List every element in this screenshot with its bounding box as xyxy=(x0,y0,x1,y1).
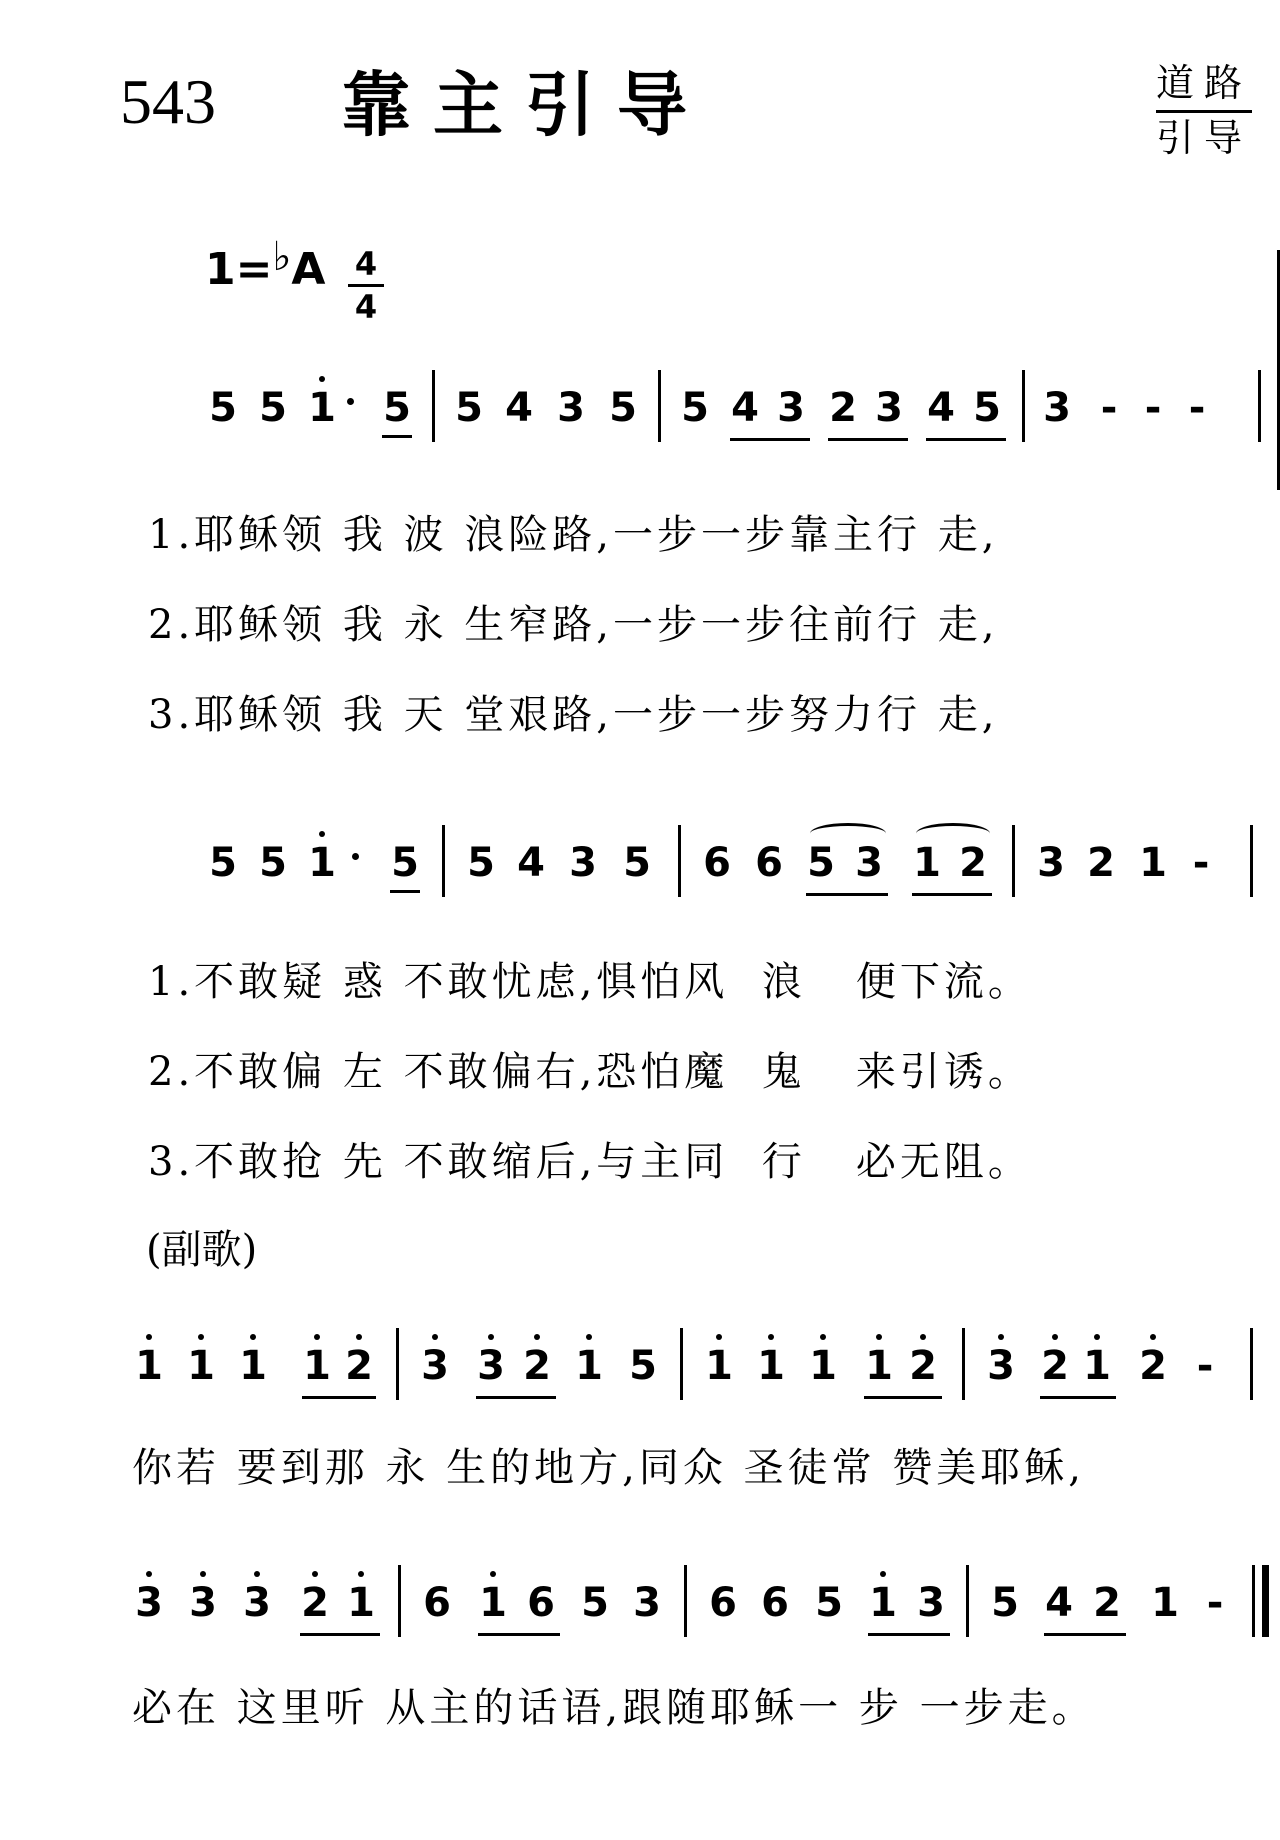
dash: - xyxy=(1188,385,1206,431)
underline xyxy=(868,1633,950,1636)
note: 3 xyxy=(186,1583,220,1623)
bar-line xyxy=(398,1565,401,1637)
note: 5 xyxy=(609,385,637,431)
note: 6 xyxy=(709,1580,737,1626)
note: 1 xyxy=(476,1583,510,1623)
music-row-chorus-2 xyxy=(0,1555,1280,1645)
music-row-verse-1 xyxy=(0,360,1280,450)
note: 1 xyxy=(806,1346,840,1386)
note: 5 xyxy=(991,1580,1019,1626)
dash: - xyxy=(1206,1580,1224,1626)
note: 1 xyxy=(344,1583,378,1623)
flat-sign: ♭ xyxy=(272,234,292,280)
note: 3 xyxy=(569,840,597,886)
dash: - xyxy=(1144,385,1162,431)
note: 4 xyxy=(731,385,759,431)
bar-line xyxy=(680,1328,683,1400)
underline xyxy=(730,438,810,441)
note: 5 xyxy=(455,385,483,431)
note: 5 xyxy=(973,385,1001,431)
note: 6 xyxy=(755,840,783,886)
note: 2 xyxy=(1093,1580,1121,1626)
final-bar-thin xyxy=(1252,1565,1255,1637)
key-signature xyxy=(205,234,326,295)
time-bottom: 4 xyxy=(354,288,378,326)
note: 1 xyxy=(1080,1346,1114,1386)
note: 1 xyxy=(1139,840,1167,886)
bar-line xyxy=(678,825,681,897)
note: 3 xyxy=(855,840,883,886)
underline xyxy=(300,1633,380,1636)
note: 5 xyxy=(209,385,237,431)
note: 3 xyxy=(875,385,903,431)
slur-arc xyxy=(810,823,886,844)
underline xyxy=(806,893,888,896)
category-divider xyxy=(1156,110,1252,113)
note: 5 xyxy=(807,840,835,886)
key-prefix: 1= xyxy=(205,244,273,295)
note: 2 xyxy=(342,1346,376,1386)
bar-line xyxy=(962,1328,965,1400)
underline xyxy=(864,1396,942,1399)
bar-line xyxy=(442,825,445,897)
lyric-line: 1.耶稣领 我 波 浪险路,一步一步靠主行 走, xyxy=(148,512,999,558)
note: 3 xyxy=(1037,840,1065,886)
underline xyxy=(1044,1633,1126,1636)
dash: - xyxy=(1100,385,1118,431)
bar-line xyxy=(1022,370,1025,442)
note: 1 xyxy=(305,843,339,883)
underline xyxy=(828,438,908,441)
note: 1 xyxy=(572,1346,606,1386)
note: 6 xyxy=(703,840,731,886)
final-bar-thick xyxy=(1262,1565,1269,1637)
note: 4 xyxy=(1045,1580,1073,1626)
category-label xyxy=(1156,62,1252,160)
note: 4 xyxy=(517,840,545,886)
note: 1 xyxy=(702,1346,736,1386)
note: 1 xyxy=(305,388,339,428)
note: 5 xyxy=(259,840,287,886)
note: 5 xyxy=(388,843,422,883)
bar-line xyxy=(658,370,661,442)
note: 3 xyxy=(1043,385,1071,431)
time-signature xyxy=(348,245,384,326)
note: 1 xyxy=(300,1346,334,1386)
hymn-number: 543 xyxy=(120,66,216,137)
chorus-label: (副歌) xyxy=(146,1227,258,1273)
note: 2 xyxy=(1087,840,1115,886)
note: 5 xyxy=(681,385,709,431)
music-row-chorus-1 xyxy=(0,1318,1280,1408)
bar-line xyxy=(1012,825,1015,897)
note: 1 xyxy=(1151,1580,1179,1626)
note: 3 xyxy=(777,385,805,431)
bar-line xyxy=(966,1565,969,1637)
note: 5 xyxy=(623,840,651,886)
note: 2 xyxy=(829,385,857,431)
note: 2 xyxy=(1038,1346,1072,1386)
note: 5 xyxy=(629,1343,657,1389)
bar-line xyxy=(1258,370,1261,442)
dash: - xyxy=(1192,840,1210,886)
slur-arc xyxy=(916,823,990,844)
time-bar xyxy=(348,284,384,287)
underline xyxy=(478,1633,560,1636)
note: 2 xyxy=(959,840,987,886)
bar-line xyxy=(1250,1328,1253,1400)
note: 5 xyxy=(581,1580,609,1626)
note: 1 xyxy=(866,1583,900,1623)
chorus-lyric-line: 必在 这里听 从主的话语,跟随耶稣一 步 一步走。 xyxy=(132,1685,1096,1731)
time-top: 4 xyxy=(354,245,378,283)
note: 3 xyxy=(917,1580,945,1626)
note: 2 xyxy=(520,1346,554,1386)
augmentation-dot xyxy=(345,398,355,406)
note: 5 xyxy=(259,385,287,431)
note: 1 xyxy=(754,1346,788,1386)
note: 3 xyxy=(474,1346,508,1386)
bar-line xyxy=(432,370,435,442)
note: 3 xyxy=(132,1583,166,1623)
note: 3 xyxy=(557,385,585,431)
note: 1 xyxy=(184,1346,218,1386)
note: 6 xyxy=(527,1580,555,1626)
hymn-title: 靠主引导 xyxy=(341,64,709,146)
chorus-lyric-line: 你若 要到那 永 生的地方,同众 圣徒常 赞美耶稣, xyxy=(132,1445,1086,1491)
bar-line xyxy=(1250,825,1253,897)
lyric-line: 2.耶稣领 我 永 生窄路,一步一步往前行 走, xyxy=(148,602,999,648)
underline xyxy=(302,1396,376,1399)
note: 3 xyxy=(984,1346,1018,1386)
note: 3 xyxy=(633,1580,661,1626)
note: 3 xyxy=(418,1346,452,1386)
dash: - xyxy=(1196,1343,1214,1389)
note: 5 xyxy=(467,840,495,886)
category-top: 道路 xyxy=(1155,61,1252,105)
key-letter: A xyxy=(291,244,326,295)
note: 2 xyxy=(298,1583,332,1623)
note: 4 xyxy=(505,385,533,431)
music-row-verse-2 xyxy=(0,815,1280,905)
note: 6 xyxy=(761,1580,789,1626)
underline xyxy=(926,438,1006,441)
underline xyxy=(476,1396,556,1399)
note: 1 xyxy=(236,1346,270,1386)
note: 1 xyxy=(913,840,941,886)
category-bottom: 引导 xyxy=(1155,115,1252,160)
note: 2 xyxy=(1136,1346,1170,1386)
underline xyxy=(1040,1396,1116,1399)
note: 5 xyxy=(815,1580,843,1626)
bar-line xyxy=(684,1565,687,1637)
note: 1 xyxy=(132,1346,166,1386)
augmentation-dot xyxy=(350,853,360,861)
note: 2 xyxy=(906,1346,940,1386)
lyric-line: 3.不敢抢 先 不敢缩后,与主同 行 必无阻。 xyxy=(148,1139,1032,1185)
underline xyxy=(912,893,992,896)
note: 1 xyxy=(862,1346,896,1386)
note: 3 xyxy=(240,1583,274,1623)
note: 5 xyxy=(380,388,414,428)
note: 6 xyxy=(423,1580,451,1626)
bar-line xyxy=(396,1328,399,1400)
lyric-line: 2.不敢偏 左 不敢偏右,恐怕魔 鬼 来引诱。 xyxy=(148,1049,1032,1095)
note: 5 xyxy=(209,840,237,886)
lyric-line: 3.耶稣领 我 天 堂艰路,一步一步努力行 走, xyxy=(148,692,999,738)
note: 4 xyxy=(927,385,955,431)
lyric-line: 1.不敢疑 惑 不敢忧虑,惧怕风 浪 便下流。 xyxy=(148,959,1032,1005)
